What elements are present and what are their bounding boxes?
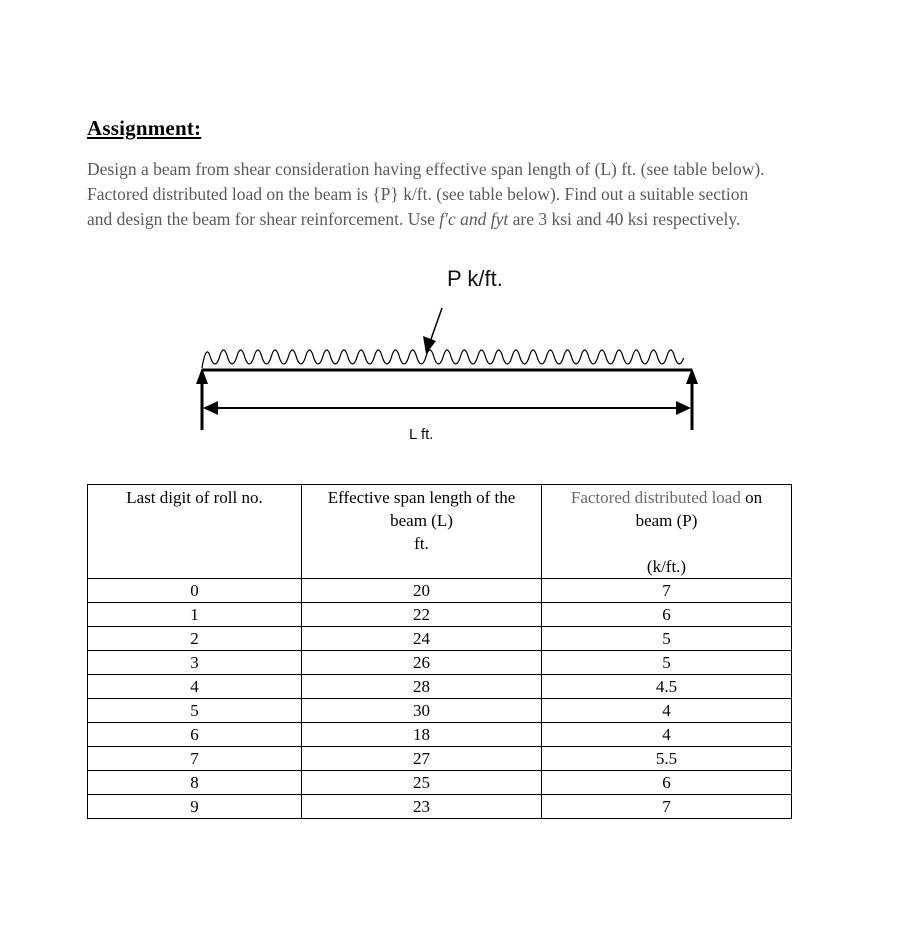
table-row [88,627,792,651]
cell-span-length: 27 [302,747,542,771]
table-row [88,723,792,747]
table-row [88,771,792,795]
beam-diagram [190,262,710,432]
paragraph-line-1: Design a beam from shear consideration having effective span length of (L) ft. (see table below). [87,159,765,179]
header-span-line-1: Effective span length of the [327,488,516,507]
cell-load: 6 [542,603,792,627]
table-row [88,747,792,771]
paragraph-line-3 [87,207,867,232]
cell-roll-digit: 1 [88,603,302,627]
cell-load: 5.5 [542,747,792,771]
span-left-arrowhead [203,401,218,415]
header-span-line-3: ft. [414,534,429,553]
cell-load: 4 [542,699,792,723]
cell-load: 5 [542,651,792,675]
table-row [88,795,792,819]
cell-roll-digit: 0 [88,579,302,603]
cell-span-length: 28 [302,675,542,699]
cell-roll-digit: 8 [88,771,302,795]
cell-load: 5 [542,627,792,651]
load-pointer-arrowhead [423,336,436,354]
span-label: L ft. [409,426,434,443]
roll-number-table [87,484,792,819]
header-load-line-1: Factored distributed load [570,488,741,507]
cell-load: 4 [542,723,792,747]
load-pointer-line [430,308,442,342]
header-roll-digit: Last digit of roll no. [88,485,302,579]
cell-span-length: 20 [302,579,542,603]
cell-span-length: 26 [302,651,542,675]
assignment-heading: Assignment: [87,116,202,140]
span-right-arrowhead [676,401,691,415]
material-symbols: f′c and fyt [439,209,509,229]
paragraph-line-2: Factored distributed load on the beam is {P} k/ft. (see table below). Find out a suitable section [87,184,749,204]
cell-roll-digit: 7 [88,747,302,771]
cell-roll-digit: 5 [88,699,302,723]
header-distributed-load [542,485,792,579]
table-row [88,651,792,675]
cell-load: 4.5 [542,675,792,699]
cell-roll-digit: 3 [88,651,302,675]
table-header-row [88,485,792,579]
header-span-line-2: beam (L) [390,511,453,530]
paragraph-line-3-tail: are 3 ksi and 40 ksi respectively. [508,209,741,229]
cell-load: 7 [542,795,792,819]
header-span-length [302,485,542,579]
cell-roll-digit: 4 [88,675,302,699]
cell-span-length: 23 [302,795,542,819]
cell-load: 6 [542,771,792,795]
load-label: P k/ft. [447,266,503,291]
cell-span-length: 18 [302,723,542,747]
table-row [88,675,792,699]
table-row [88,603,792,627]
table-row [88,579,792,603]
table-row [88,699,792,723]
assignment-paragraph [87,157,867,232]
cell-span-length: 24 [302,627,542,651]
cell-roll-digit: 9 [88,795,302,819]
header-load-unit: (k/ft.) [646,557,687,576]
cell-span-length: 25 [302,771,542,795]
header-load-line-1-tail: on [740,488,763,507]
cell-load: 7 [542,579,792,603]
cell-roll-digit: 2 [88,627,302,651]
cell-span-length: 30 [302,699,542,723]
paragraph-line-3-text: and design the beam for shear reinforcement. Use [87,209,440,229]
distributed-load-wave [202,350,684,368]
cell-span-length: 22 [302,603,542,627]
cell-roll-digit: 6 [88,723,302,747]
table-body [88,579,792,819]
header-load-line-2: beam (P) [635,511,698,530]
